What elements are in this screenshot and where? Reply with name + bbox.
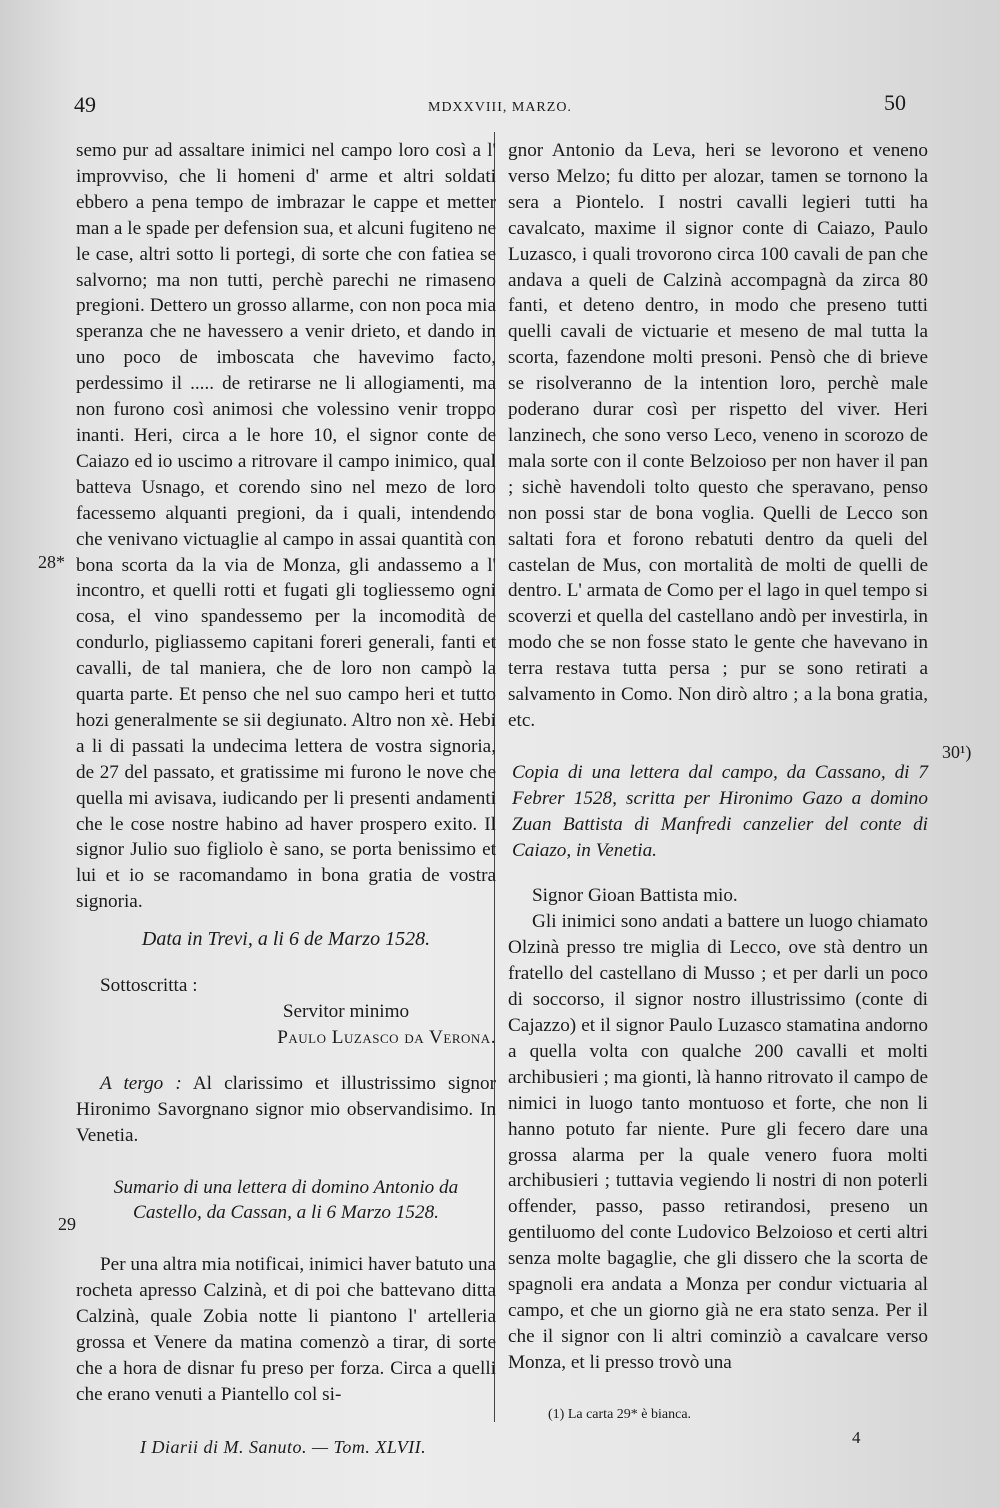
signature-mark: 4 [852, 1428, 861, 1447]
dateline: Data in Trevi, a li 6 de Marzo 1528. [141, 928, 431, 951]
footnote: (1) La carta 29* è bianca. [548, 1407, 692, 1422]
tergo-text: Al clarissimo et illustrissimo signor Hironimo Savorgnano signor mio observandisimo. In Venetia. [76, 1072, 496, 1146]
right-paragraph-2: Gli inimici sono andati a battere un luogo chiamato Olzinà presso tre miglia di Lecco, ove stà dentro un fratello del castellano di Musso ; et per darli un poco di soccorso, il signor nostro illustrissimo (conte di Cajazzo) et il signor Paulo Luzasco stamatina andorno a quella volta con qualche 200 cavalli et molti archibusieri ; ma gionti, là hanno ritrovato il campo de nimici in luogo tanto montuoso et forte, che non li hanno potuto far niente. Pure gli fecero dare una grossa alarma per la quale venero fuora molti archibusieri ; tuttavia vegiendo li nostri di non poterli offender, passo, passo retirandosi, preseno un gentiluomo del conte Ludovico Belzoioso et certi altri senza molte bagaglie, che gli dissero che la scorta de spagnoli era andata a Monza per condur victuaria al campo, et che un giorno già ne era stato senza. Per il che il signor con li altri cominziò a cavalcare verso Monza, et li presso trovò una [508, 911, 928, 1373]
tergo-address [76, 1071, 496, 1149]
margin-note-30: 30¹) [942, 742, 972, 762]
sottoscritta-label: Sottoscritta : [100, 975, 198, 997]
footer-title: I Diarii di M. Sanuto. — Tom. XLVII. [140, 1437, 427, 1457]
margin-note-28: 28* [38, 552, 65, 572]
salutation: Signor Gioan Battista mio. [532, 885, 738, 907]
left-paragraph-1: semo pur ad assaltare inimici nel campo loro così a l' improvviso, che li homeni d' arme et altri soldati ebbero a pena tempo de imbrazar le cappe et metter man a le spade per defension sua, et alcuni fugiteno ne le case, altri sotto li portegi, di sorte che con fatiea se salvorno; ma non tutti, perchè parechi ne rimaseno pregioni. Dettero un grosso allarme, con non poca mia speranza che ne havessero a venir drieto, et dando in uno poco de imboscata che havevimo facto, perdessimo il ..... de retirarse ne li allogiamenti, ma non furono così animosi che volessino venir troppo inanti. Heri, circa a le hore 10, el signor conte de Caiazo ed io uscimo a ritrovare il campo inimico, qual batteva Usnago, et corendo sino nel mezo de loro facessemo alquanti pregioni, da i quali, intendendo che venivano victuaglie al campo in assai quantità con bona scorta da la via de Monza, gli andassemo a l' incontro, et quelli rotti et fugati gli togliessemo ogni cosa, el vino spandessemo per la incomodità de condurlo, pigliassemo capitani foreri generali, fanti et cavalli, de tal maniera, che de loro non campò la quarta parte. Et penso che nel suo campo heri et tutto hozi generalmente se sii degiunato. Altro non xè. Hebi a li di passati la undecima lettera de vostra signoria, de 27 del passato, et gratissime mi furono le nove che quella mi avisava, iudicando per li presenti andamenti che le cose nostre habino ad haver prospero exito. Il signor Julio suo figliolo è sano, se porta benissimo et lui et io se racomandamo in bona gratia de vostra signoria. [76, 140, 496, 913]
tergo-label: A tergo : [100, 1072, 182, 1094]
running-title: MDXXVIII, MARZO. [428, 100, 572, 115]
copia-heading: Copia di una lettera dal campo, da Cassano, di 7 Febrer 1528, scritta per Hironimo Gazo a domino Zuan Battista di Manfredi canzelier del conte di Caiazo, in Venetia. [512, 761, 928, 861]
right-paragraph-1: gnor Antonio da Leva, heri se levorono et veneno verso Melzo; fu ditto per alozar, tamen se tornono la sera a Piontelo. I nostri cavalli legieri tutti ha cavalcato, maxime il signor conte di Caiazo, Paulo Luzasco, i quali trovorono circa 100 cavali de pan che andava a queli de Calzinà accompagnà da zirca 80 fanti, et deteno dentro, in modo che preseno tutti quelli cavali de victuarie et meseno de mal tutta la scorta, fazendone molti presoni. Pensò che di brieve se risolveranno de la intention loro, perchè male poderano durar così per rispetto del viver. Heri lanzinech, che sono verso Leco, veneno in scorozo de mala sorte con il conte Belzoioso per non haver il pan ; sichè havendoli tolto questo che speravano, penso non possi star de bona voglia. Quelli de Lecco son saltati fora et forono rebatuti dentro da queli del castelan de Mus, con mortalità de molti de quelli de dentro. L' armata de Como per el lago in quel tempo si scoverzi et quella del castellano andò per investirla, in modo che se non fosse stato le gente che havevano in terra restava tutta persa ; pur se sono retirati a salvamento in Como. Non dirò altro ; a la bona gratia, etc. [508, 140, 928, 731]
right-column [508, 138, 928, 1376]
page-number-right: 50 [884, 90, 906, 115]
sumario-heading: Sumario di una lettera di domino Antonio da Castello, da Cassan, a li 6 Marzo 1528. [113, 1176, 459, 1224]
page-number-left: 49 [74, 92, 96, 117]
signer-name: Paulo Luzasco da Verona. [277, 1026, 496, 1048]
servitor-line: Servitor minimo [282, 1001, 410, 1022]
margin-note-29: 29 [58, 1214, 76, 1234]
left-column [76, 138, 496, 1408]
left-paragraph-2: Per una altra mia notificai, inimici haver batuto una rocheta apresso Calzinà, et di poi che battevano ditta Calzinà, quale Zobia notte li piantono l' artelleria grossa et Venere da matina comenzò a tirar, di sorte che a hora de disnar fu preso per forza. Circa a quelli che erano venuti a Piantello col si- [76, 1254, 496, 1405]
